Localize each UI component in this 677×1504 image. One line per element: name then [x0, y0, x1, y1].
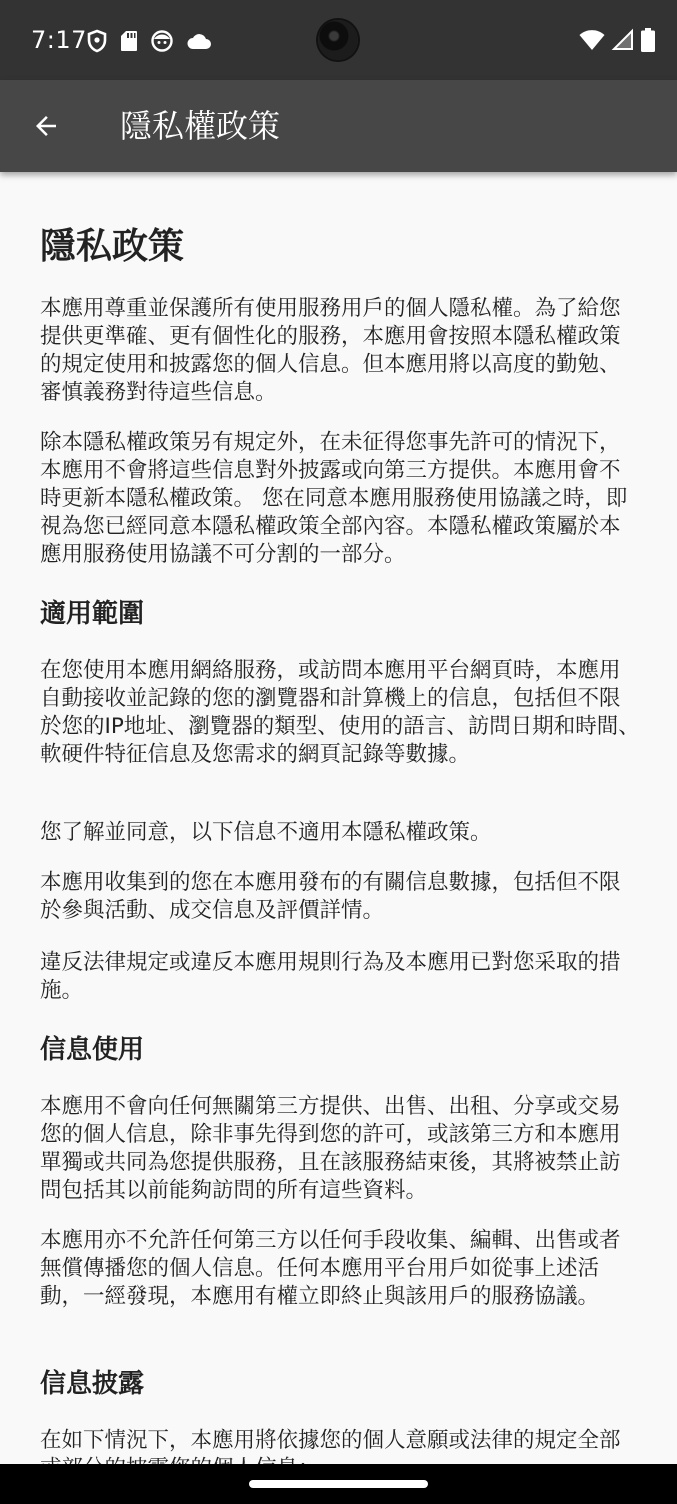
section-heading-usage: 信息使用	[40, 1035, 145, 1065]
section-paragraph: 本應用不會向任何無關第三方提供、出售、出租、分享或交易您的個人信息，除非事先得到您的許可，或該第三方和本應用單獨或共同為您提供服務，且在該服務結束後，其將被禁止訪問包括其以前能夠訪問的所有這些資料。	[40, 1094, 621, 1203]
navigation-bar	[0, 1464, 677, 1504]
section-paragraph: 本應用亦不允許任何第三方以任何手段收集、編輯、出售或者無償傳播您的個人信息。任何本應用平台用戶如從事上述活動，一經發現，本應用有權立即終止與該用戶的服務協議。	[40, 1228, 621, 1309]
back-button[interactable]	[22, 102, 70, 150]
app-bar	[0, 80, 677, 172]
battery-icon	[641, 28, 655, 52]
page-title: 隱私權政策	[120, 107, 281, 145]
section-heading-disclosure: 信息披露	[40, 1369, 145, 1399]
section-paragraph: 在如下情況下，本應用將依據您的個人意願或法律的規定全部	[40, 1428, 621, 1453]
sd-card-icon	[120, 30, 138, 52]
section-paragraph: 您了解並同意，以下信息不適用本隱私權政策。	[40, 820, 492, 845]
status-bar	[0, 0, 677, 80]
section-paragraph: 在您使用本應用網絡服務，或訪問本應用平台網頁時，本應用自動接收並記錄的您的瀏覽器和計算機上的信息，包括但不限於您的IP地址、瀏覽器的類型、使用的語言、訪問日期和時間、軟硬件特征信息及您需求的網頁記錄等數據。	[40, 658, 640, 767]
status-time: 7:17	[31, 26, 87, 54]
section-paragraph: 違反法律規定或違反本應用規則行為及本應用已對您采取的措施。	[40, 950, 621, 1003]
status-notification-icons	[86, 28, 212, 54]
intro-paragraph: 除本隱私權政策另有規定外，在未征得您事先許可的情況下，本應用不會將這些信息對外披露或向第三方提供。本應用會不時更新本隱私權政策。 您在同意本應用服務使用協議之時，即視為您已經同意本隱私權政策全部內容。本隱私權政策屬於本應用服務使用協議不可分割的一部分。	[40, 430, 628, 567]
face-icon	[150, 29, 174, 53]
front-camera	[318, 20, 358, 60]
policy-content[interactable]	[40, 172, 640, 1464]
cellular-signal-icon	[613, 30, 633, 50]
intro-paragraph: 本應用尊重並保護所有使用服務用戶的個人隱私權。為了給您提供更準確、更有個性化的服務，本應用會按照本隱私權政策的規定使用和披露您的個人信息。但本應用將以高度的勤勉、審慎義務對待這些信息。	[40, 296, 621, 405]
vpn-key-icon	[86, 29, 108, 53]
cloud-icon	[186, 31, 212, 51]
wifi-icon	[579, 29, 605, 51]
arrow-back-icon	[31, 111, 61, 141]
section-heading-scope: 適用範圍	[40, 599, 145, 629]
section-paragraph: 本應用收集到的您在本應用發布的有關信息數據，包括但不限於參與活動、成交信息及評價詳情。	[40, 870, 621, 923]
home-gesture-handle[interactable]	[249, 1480, 428, 1488]
status-system-icons	[579, 26, 655, 54]
policy-title: 隱私政策	[40, 226, 185, 267]
